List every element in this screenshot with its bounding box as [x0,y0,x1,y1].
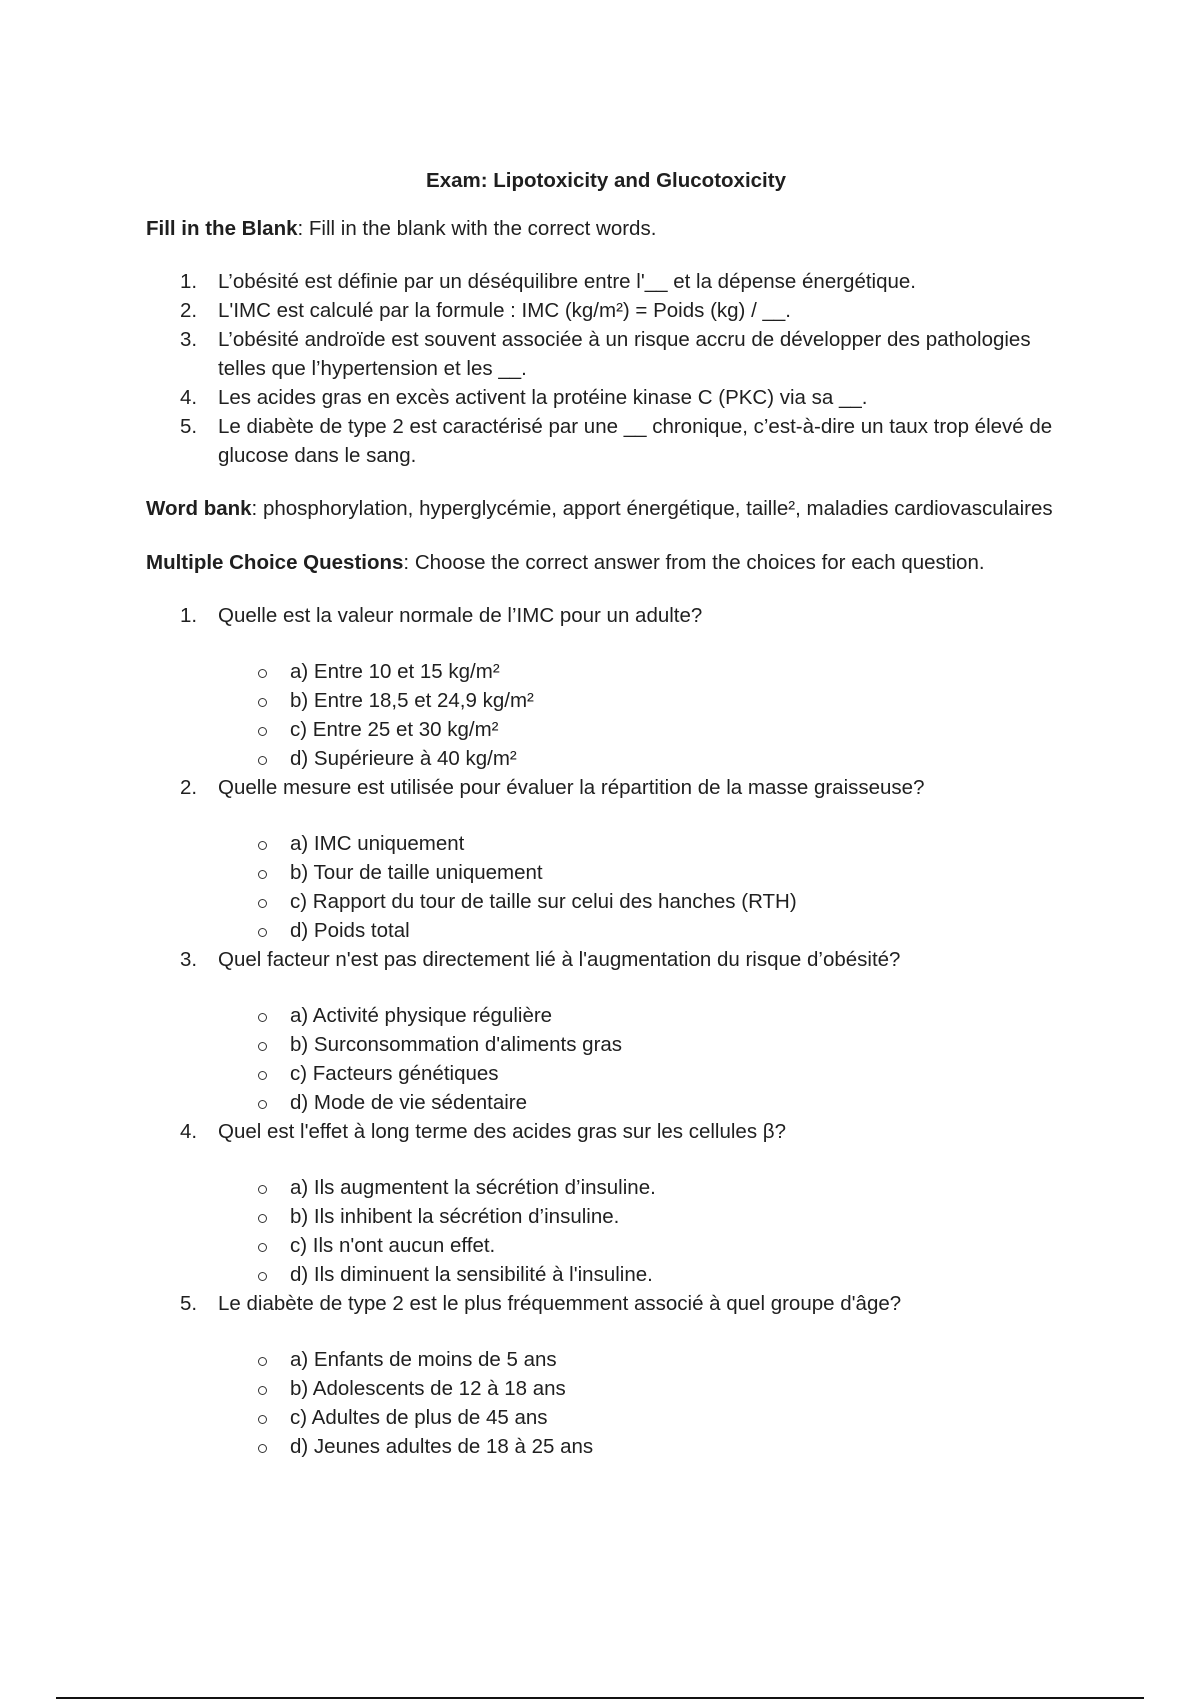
mcq-question [146,601,1066,773]
fill-blank-item [146,325,1066,383]
mcq-header [146,548,1066,577]
circle-bullet-icon [258,727,267,736]
mcq-label: Multiple Choice Questions [146,551,404,574]
option-text: a) Activité physique régulière [290,1004,553,1027]
option-text: d) Ils diminuent la sensibilité à l'insuline. [290,1263,653,1286]
question-text: Quelle mesure est utilisée pour évaluer la répartition de la masse graisseuse? [218,776,925,799]
option-text: b) Tour de taille uniquement [290,861,543,884]
option-text: c) Adultes de plus de 45 ans [290,1406,548,1429]
question-text: Quelle est la valeur normale de l’IMC pour un adulte? [218,604,703,627]
answer-option[interactable] [146,1374,994,1403]
option-list [218,1345,1066,1461]
answer-option[interactable] [146,1403,994,1432]
mcq-question [146,1117,1066,1289]
circle-bullet-icon [258,1243,267,1252]
answer-option[interactable] [146,1001,994,1030]
circle-bullet-icon [258,669,267,678]
question-number: 5. [180,1292,198,1315]
circle-bullet-icon [258,1100,267,1109]
circle-bullet-icon [258,756,267,765]
option-list [218,1001,1066,1117]
option-text: c) Facteurs génétiques [290,1062,499,1085]
question-number: 1. [180,604,198,627]
circle-bullet-icon [258,841,267,850]
option-text: b) Ils inhibent la sécrétion d’insuline. [290,1205,620,1228]
item-number: 2. [180,299,198,322]
option-text: b) Surconsommation d'aliments gras [290,1033,623,1056]
word-bank [146,494,1066,523]
circle-bullet-icon [258,1013,267,1022]
item-number: 1. [180,270,198,293]
circle-bullet-icon [258,1357,267,1366]
circle-bullet-icon [258,870,267,879]
circle-bullet-icon [258,698,267,707]
answer-option[interactable] [146,829,994,858]
circle-bullet-icon [258,1415,267,1424]
item-text: Les acides gras en excès activent la protéine kinase C (PKC) via sa __. [218,386,868,409]
option-text: b) Entre 18,5 et 24,9 kg/m² [290,689,534,712]
circle-bullet-icon [258,928,267,937]
question-number: 2. [180,776,198,799]
option-text: d) Supérieure à 40 kg/m² [290,747,517,770]
answer-option[interactable] [146,887,994,916]
answer-option[interactable] [146,715,994,744]
option-text: a) Entre 10 et 15 kg/m² [290,660,500,683]
answer-option[interactable] [146,1173,994,1202]
answer-option[interactable] [146,1088,994,1117]
circle-bullet-icon [258,1042,267,1051]
option-text: d) Mode de vie sédentaire [290,1091,528,1114]
option-text: a) Enfants de moins de 5 ans [290,1348,557,1371]
mcq-question [146,773,1066,945]
circle-bullet-icon [258,1272,267,1281]
option-list [218,657,1066,773]
option-text: b) Adolescents de 12 à 18 ans [290,1377,566,1400]
circle-bullet-icon [258,1071,267,1080]
item-text: Le diabète de type 2 est caractérisé par une __ chronique, c’est-à-dire un taux trop élevé de glucose dans le sang. [218,415,1053,467]
item-number: 5. [180,415,198,438]
option-text: a) IMC uniquement [290,832,465,855]
mcq-question [146,945,1066,1117]
question-number: 4. [180,1120,198,1143]
item-text: L'IMC est calculé par la formule : IMC (kg/m²) = Poids (kg) / __. [218,299,791,322]
option-text: d) Poids total [290,919,410,942]
answer-option[interactable] [146,1432,994,1461]
fill-blank-label: Fill in the Blank [146,217,298,240]
answer-option[interactable] [146,1202,994,1231]
answer-option[interactable] [146,657,994,686]
fill-blank-item [146,267,1066,296]
circle-bullet-icon [258,1185,267,1194]
option-text: c) Rapport du tour de taille sur celui des hanches (RTH) [290,890,797,913]
fill-blank-instruction: : Fill in the blank with the correct words. [297,217,657,240]
fill-blank-header [146,214,1066,243]
page-title: Exam: Lipotoxicity and Glucotoxicity [426,169,786,192]
question-text: Quel facteur n'est pas directement lié à l'augmentation du risque d’obésité? [218,948,901,971]
circle-bullet-icon [258,1444,267,1453]
footer-divider [56,1697,1144,1699]
circle-bullet-icon [258,899,267,908]
circle-bullet-icon [258,1214,267,1223]
fill-blank-item [146,383,1066,412]
option-text: a) Ils augmentent la sécrétion d’insuline. [290,1176,656,1199]
question-text: Le diabète de type 2 est le plus fréquemment associé à quel groupe d'âge? [218,1292,902,1315]
option-list [218,829,1066,945]
item-text: L’obésité est définie par un déséquilibre entre l'__ et la dépense énergétique. [218,270,917,293]
answer-option[interactable] [146,1231,994,1260]
option-text: c) Ils n'ont aucun effet. [290,1234,496,1257]
option-text: d) Jeunes adultes de 18 à 25 ans [290,1435,594,1458]
item-number: 3. [180,328,198,351]
item-text: L’obésité androïde est souvent associée à un risque accru de développer des pathologies telles que l’hypertension et les __. [218,328,1031,380]
mcq-instruction: : Choose the correct answer from the choices for each question. [403,551,985,574]
circle-bullet-icon [258,1386,267,1395]
answer-option[interactable] [146,916,994,945]
question-text: Quel est l'effet à long terme des acides gras sur les cellules β? [218,1120,786,1143]
option-text: c) Entre 25 et 30 kg/m² [290,718,499,741]
answer-option[interactable] [146,1260,994,1289]
mcq-list [146,601,1066,1461]
question-number: 3. [180,948,198,971]
answer-option[interactable] [146,1030,994,1059]
exam-document [146,166,1066,1461]
answer-option[interactable] [146,858,994,887]
answer-option[interactable] [146,1059,994,1088]
word-bank-label: Word bank [146,497,252,520]
fill-blank-item [146,412,1066,470]
fill-blank-list [146,267,1066,470]
answer-option[interactable] [146,744,994,773]
word-bank-text: : phosphorylation, hyperglycémie, apport énergétique, taille², maladies cardiovasculaires [251,497,1053,520]
answer-option[interactable] [146,1345,994,1374]
mcq-question [146,1289,1066,1461]
item-number: 4. [180,386,198,409]
fill-blank-item [146,296,1066,325]
answer-option[interactable] [146,686,994,715]
option-list [218,1173,1066,1289]
